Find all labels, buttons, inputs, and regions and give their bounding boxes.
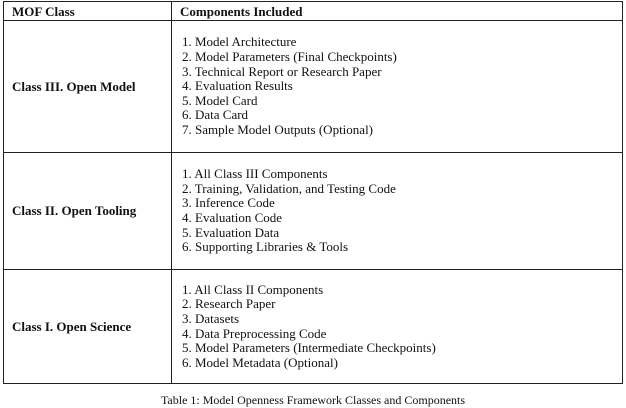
list-item: 6. Model Metadata (Optional) bbox=[182, 354, 338, 370]
class-name-cell: Class III. Open Model bbox=[4, 21, 172, 153]
mof-classes-table bbox=[3, 1, 623, 384]
list-item: 5. Evaluation Data bbox=[182, 224, 280, 240]
list-item: 4. Data Preprocessing Code bbox=[182, 325, 327, 341]
components-cell bbox=[172, 21, 623, 153]
list-item: 2. Training, Validation, and Testing Code bbox=[182, 180, 396, 196]
header-mof-class: MOF Class bbox=[4, 2, 172, 21]
table-row bbox=[4, 21, 623, 153]
components-list bbox=[182, 167, 622, 255]
list-item: 3. Datasets bbox=[182, 310, 240, 326]
list-item: 2. Model Parameters (Final Checkpoints) bbox=[182, 49, 397, 65]
list-item: 1. All Class II Components bbox=[182, 281, 324, 297]
list-item: 3. Inference Code bbox=[182, 195, 275, 211]
list-item: 1. All Class III Components bbox=[182, 166, 328, 182]
header-components-included: Components Included bbox=[172, 2, 623, 21]
components-cell bbox=[172, 270, 623, 384]
table-row bbox=[4, 153, 623, 270]
list-item: 6. Supporting Libraries & Tools bbox=[182, 239, 349, 255]
list-item: 4. Evaluation Results bbox=[182, 78, 293, 94]
list-item: 7. Sample Model Outputs (Optional) bbox=[182, 121, 374, 137]
table-row bbox=[4, 270, 623, 384]
list-item: 6. Data Card bbox=[182, 107, 249, 123]
list-item: 3. Technical Report or Research Paper bbox=[182, 63, 382, 79]
table-caption: Table 1: Model Openness Framework Classes and Components bbox=[160, 393, 466, 407]
components-cell bbox=[172, 153, 623, 270]
list-item: 4. Evaluation Code bbox=[182, 210, 283, 225]
list-item: 5. Model Parameters (Intermediate Checkpoints) bbox=[182, 340, 436, 356]
components-list bbox=[182, 35, 622, 137]
list-item: 2. Research Paper bbox=[182, 296, 276, 312]
class-name-cell: Class I. Open Science bbox=[4, 270, 172, 384]
components-list bbox=[182, 283, 622, 371]
list-item: 5. Model Card bbox=[182, 92, 258, 108]
table-header-row bbox=[4, 2, 623, 21]
list-item: 1. Model Architecture bbox=[182, 34, 297, 50]
class-name-cell: Class II. Open Tooling bbox=[4, 153, 172, 270]
